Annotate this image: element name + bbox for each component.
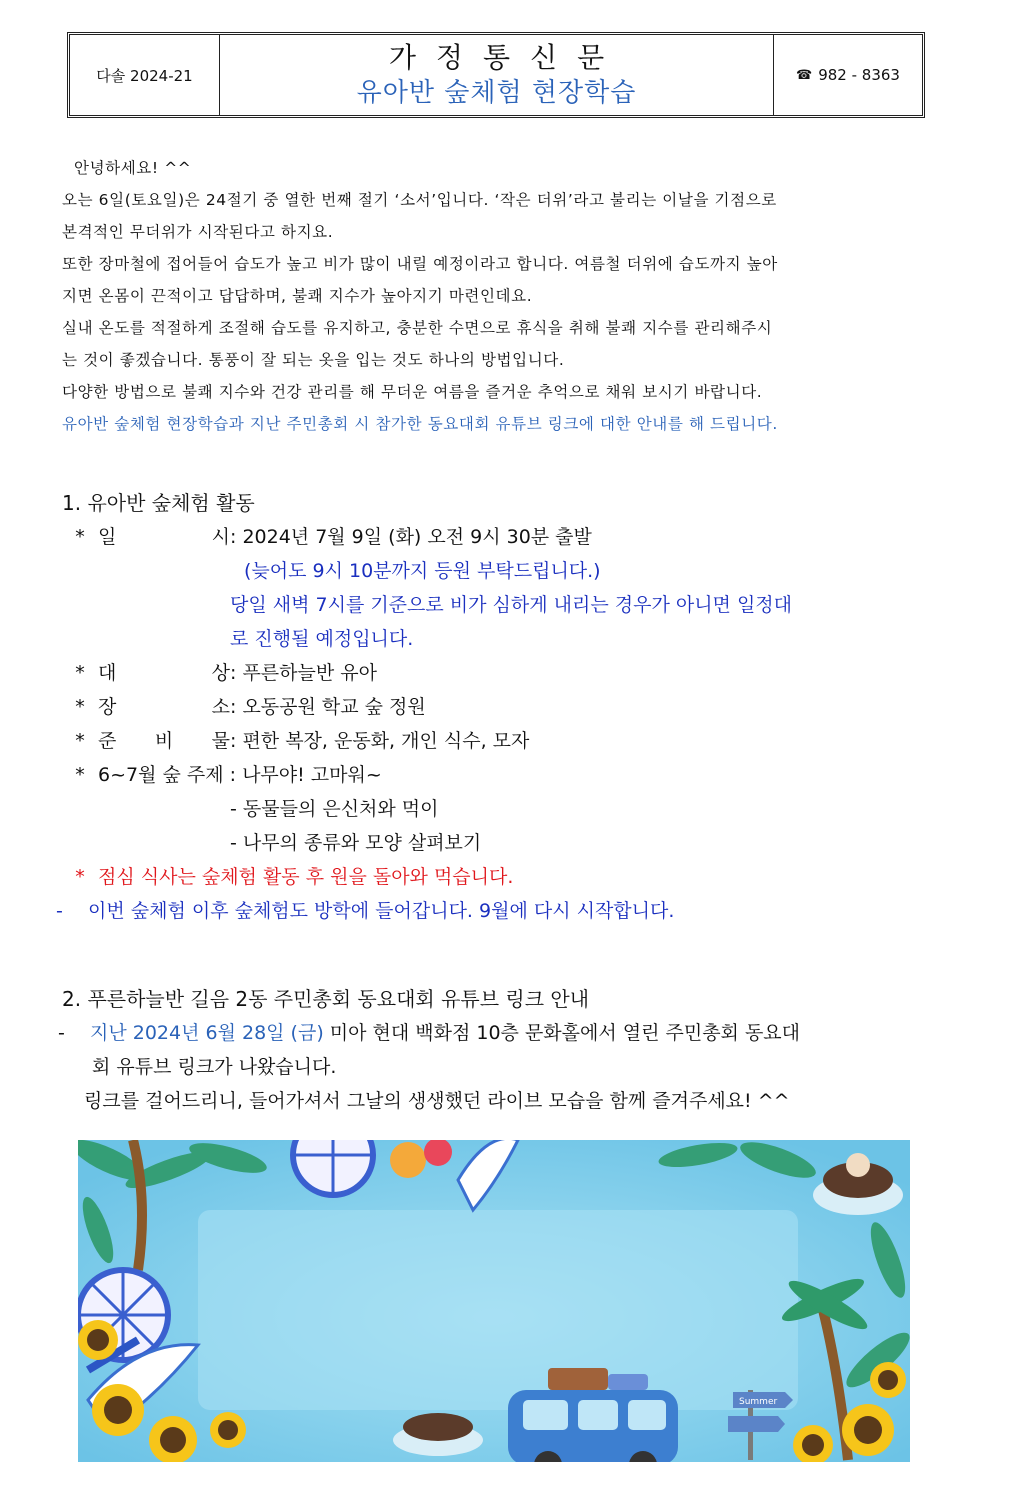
place-label: 장 소 — [98, 696, 230, 718]
section2-heading: 2. 푸른하늘반 길음 2동 주민총회 동요대회 유튜브 링크 안내 — [62, 987, 590, 1011]
date-note-1: (늦어도 9시 10분까지 등원 부탁드립니다.) — [244, 560, 601, 582]
place-row: * 장 소 : 오동공원 학교 숲 정원 — [62, 690, 942, 724]
items-value: : 편한 복장, 운동화, 개인 식수, 모자 — [230, 730, 530, 752]
target-label: 대 상 — [98, 662, 230, 684]
date-label: 일 시 — [98, 526, 230, 548]
theme-sub-2: - 나무의 종류와 모양 살펴보기 — [230, 832, 482, 854]
date-row — [62, 520, 942, 554]
youtube-row: - 지난 2024년 6월 28일 (금) 미아 현대 백화점 10층 문화홀에서 열린 주민총회 동요대 — [58, 1022, 801, 1044]
break-row: - 이번 숲체험 이후 숲체험도 방학에 들어갑니다. 9월에 다시 시작합니다. — [56, 894, 942, 928]
title-block — [220, 35, 774, 115]
phone-block — [774, 35, 922, 115]
items-label: 준 비 물 — [98, 730, 230, 752]
target-row: * 대 상 : 푸른하늘반 유아 — [62, 656, 942, 690]
newsletter-header — [67, 32, 925, 118]
event-date: 지난 2024년 6월 28일 (금) — [90, 1022, 324, 1044]
section-youtube-link — [58, 982, 942, 1118]
section1-heading: 1. 유아반 숲체험 활동 — [62, 491, 255, 515]
intro-notice: 유아반 숲체험 현장학습과 지난 주민총회 시 참가한 동요대회 유튜브 링크에 대한 안내를 해 드립니다. — [62, 415, 778, 433]
lunch-row: * 점심 식사는 숲체험 활동 후 원을 돌아와 먹습니다. — [62, 860, 942, 894]
page-title: 가정통신문 — [388, 41, 625, 74]
intro-letter — [62, 152, 934, 440]
intro-line: 실내 온도를 적절하게 조절해 습도를 유지하고, 충분한 수면으로 휴식을 취해 불쾌 지수를 관리해주시 — [62, 319, 773, 337]
theme-value: 6~7월 숲 주제 : 나무야! 고마워~ — [98, 764, 382, 786]
issue-number: 다솔 2024-21 — [70, 35, 220, 115]
theme-row: * 6~7월 숲 주제 : 나무야! 고마워~ — [62, 758, 942, 792]
sign-text: Summer — [739, 1397, 778, 1407]
intro-line: 는 것이 좋겠습니다. 통풍이 잘 되는 옷을 입는 것도 하나의 방법입니다. — [62, 351, 565, 369]
date-value: : 2024년 7월 9일 (화) 오전 9시 30분 출발 — [230, 526, 592, 548]
intro-line: 본격적인 무더위가 시작된다고 하지요. — [62, 223, 334, 241]
event-desc: 미아 현대 백화점 10층 문화홀에서 열린 주민총회 동요대 — [323, 1022, 801, 1044]
youtube-line-2: 회 유튜브 링크가 나왔습니다. — [92, 1056, 337, 1078]
target-value: : 푸른하늘반 유아 — [230, 662, 377, 684]
phone-icon: ☎ — [796, 67, 813, 83]
break-note: 이번 숲체험 이후 숲체험도 방학에 들어갑니다. 9월에 다시 시작합니다. — [88, 900, 675, 922]
section-forest-activity — [56, 486, 942, 928]
youtube-line-3: 링크를 걸어드리니, 들어가셔서 그날의 생생했던 라이브 모습을 함께 즐겨주세요! ^^ — [84, 1090, 790, 1112]
lunch-note: 점심 식사는 숲체험 활동 후 원을 돌아와 먹습니다. — [98, 866, 514, 888]
intro-line: 지면 온몸이 끈적이고 답답하며, 불쾌 지수가 높아지기 마련인데요. — [62, 287, 533, 305]
page-subtitle: 유아반 숲체험 현장학습 — [356, 78, 637, 108]
summer-illustration — [78, 1140, 910, 1462]
phone-number: 982 - 8363 — [818, 66, 900, 84]
summer-illustration-art — [78, 1140, 910, 1462]
intro-line: 오는 6일(토요일)은 24절기 중 열한 번째 절기 ‘소서’입니다. ‘작은 더위’라고 불리는 이날을 기점으로 — [62, 191, 777, 209]
greeting: 안녕하세요! ^^ — [74, 159, 192, 177]
place-value: : 오동공원 학교 숲 정원 — [230, 696, 426, 718]
intro-line: 또한 장마철에 접어들어 습도가 높고 비가 많이 내릴 예정이라고 합니다. 여름철 더위에 습도까지 높아 — [62, 255, 778, 273]
intro-line: 다양한 방법으로 불쾌 지수와 건강 관리를 해 무더운 여름을 즐거운 추억으로 채워 보시기 바랍니다. — [62, 383, 763, 401]
items-row: * 준 비 물 : 편한 복장, 운동화, 개인 식수, 모자 — [62, 724, 942, 758]
date-note-2: 당일 새벽 7시를 기준으로 비가 심하게 내리는 경우가 아니면 일정대 — [230, 594, 793, 616]
bullet: * — [75, 526, 85, 548]
theme-sub-1: - 동물들의 은신처와 먹이 — [230, 798, 439, 820]
date-note-3: 로 진행될 예정입니다. — [230, 628, 414, 650]
